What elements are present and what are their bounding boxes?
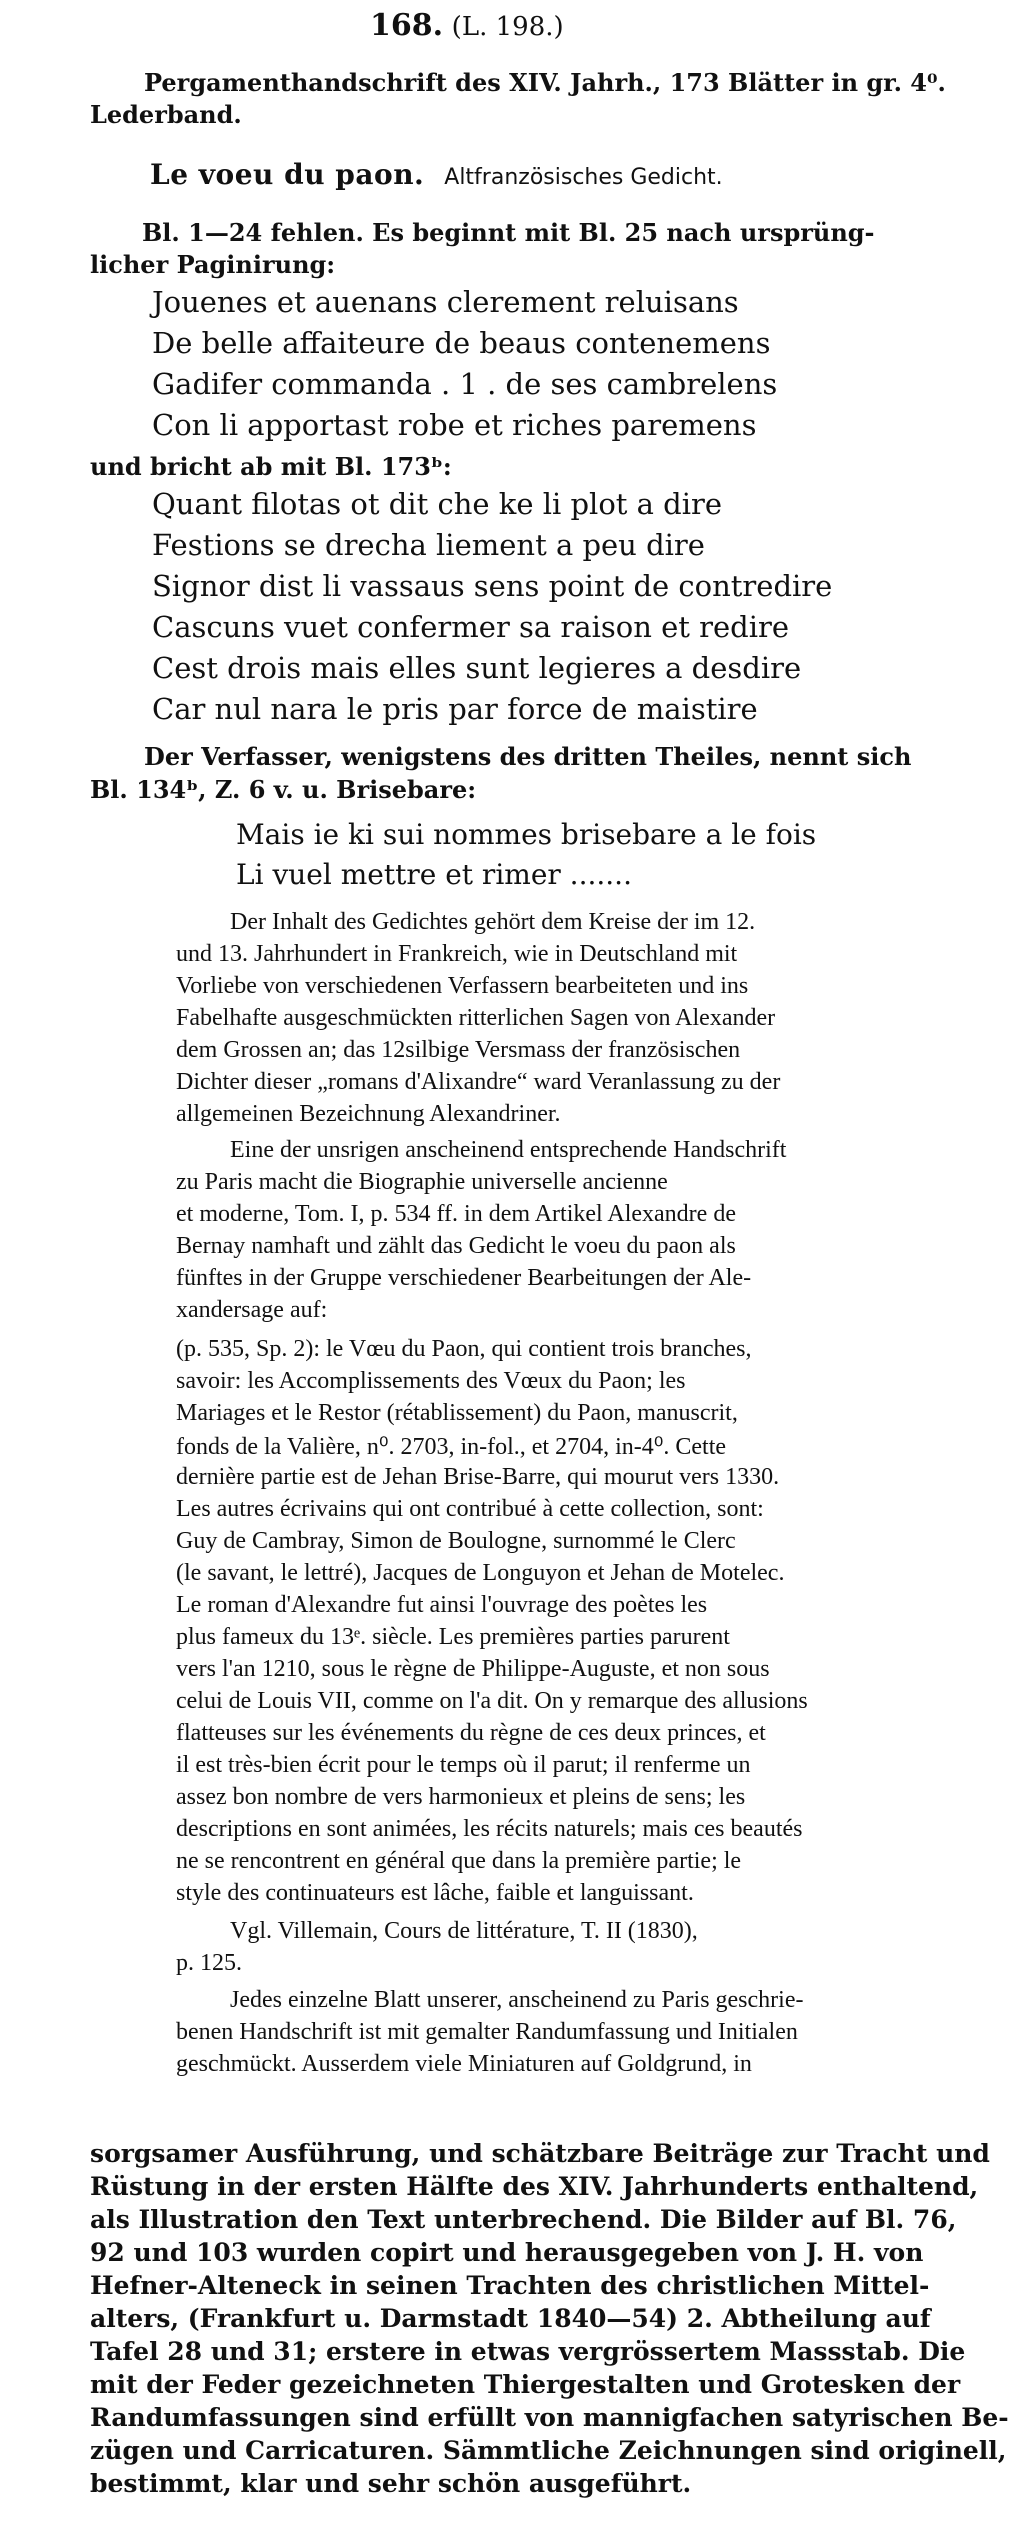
paragraph-line: fünftes in der Gruppe verschiedener Bearbeitungen der Ale- xyxy=(176,1265,752,1291)
quote-line: dernière partie est de Jehan Brise-Barre, qui mourut vers 1330. xyxy=(176,1464,780,1490)
quote-line: Les autres écrivains qui ont contribué à cette collection, sont: xyxy=(176,1496,764,1522)
paragraph-line: xandersage auf: xyxy=(176,1297,328,1323)
quote-line: ne se rencontrent en général que dans la première partie; le xyxy=(176,1848,742,1874)
paragraph-line: zu Paris macht die Biographie universelle ancienne xyxy=(176,1169,668,1195)
entry-reference: (L. 198.) xyxy=(451,12,564,42)
entry-header xyxy=(370,8,564,43)
reference-line: p. 125. xyxy=(176,1950,242,1976)
verse-line: Gadifer commanda . 1 . de ses cambrelens xyxy=(152,367,778,401)
quote-line: fonds de la Valière, n⁰. 2703, in-fol., et 2704, in-4⁰. Cette xyxy=(176,1434,727,1460)
verse-line: Festions se drecha liement a peu dire xyxy=(152,528,705,562)
verse-line: Cest drois mais elles sunt legieres a desdire xyxy=(152,651,802,685)
verse-line: De belle affaiteure de beaus contenemens xyxy=(152,326,771,360)
paragraph-line: 92 und 103 wurden copirt und herausgegeben von J. H. von xyxy=(90,2238,924,2267)
paragraph-line: Bernay namhaft und zählt das Gedicht le voeu du paon als xyxy=(176,1233,736,1259)
quote-line: savoir: les Accomplissements des Vœux du Paon; les xyxy=(176,1368,686,1394)
verse-line: Quant filotas ot dit che ke li plot a dire xyxy=(152,487,723,521)
paragraph-line: zügen und Carricaturen. Sämmtliche Zeichnungen sind originell, xyxy=(90,2436,1007,2465)
paragraph-line: Der Inhalt des Gedichtes gehört dem Kreise der im 12. xyxy=(230,909,756,935)
verse-line: Jouenes et auenans clerement reluisans xyxy=(152,285,739,319)
quote-line: il est très-bien écrit pour le temps où il parut; il renferme un xyxy=(176,1752,751,1778)
end-note: und bricht ab mit Bl. 173ᵇ: xyxy=(90,452,452,481)
start-note-line: licher Paginirung: xyxy=(90,250,336,279)
work-title xyxy=(150,158,723,191)
paragraph-line: geschmückt. Ausserdem viele Miniaturen auf Goldgrund, in xyxy=(176,2051,752,2077)
paragraph-line: Eine der unsrigen anscheinend entsprechende Handschrift xyxy=(230,1137,787,1163)
verse-line: Cascuns vuet confermer sa raison et redire xyxy=(152,610,790,644)
quote-line: style des continuateurs est lâche, faible et languissant. xyxy=(176,1880,694,1906)
paragraph-line: Jedes einzelne Blatt unserer, anscheinend zu Paris geschrie- xyxy=(230,1987,804,2013)
author-note-line: Der Verfasser, wenigstens des dritten Theiles, nennt sich xyxy=(144,742,912,771)
verse-line: Signor dist li vassaus sens point de contredire xyxy=(152,569,833,603)
quote-line: celui de Louis VII, comme on l'a dit. On y remarque des allusions xyxy=(176,1688,808,1714)
verse-line: Car nul nara le pris par force de maistire xyxy=(152,692,758,726)
paragraph-line: Vorliebe von verschiedenen Verfassern bearbeiteten und ins xyxy=(176,973,749,999)
paragraph-line: bestimmt, klar und sehr schön ausgeführt. xyxy=(90,2469,692,2498)
title-sub: Altfranzösisches Gedicht. xyxy=(444,165,723,190)
quote-line: (le savant, le lettré), Jacques de Longuyon et Jehan de Motelec. xyxy=(176,1560,785,1586)
paragraph-line: mit der Feder gezeichneten Thiergestalten und Grotesken der xyxy=(90,2370,961,2399)
verse-line: Mais ie ki sui nommes brisebare a le fois xyxy=(236,818,817,851)
reference-line: Vgl. Villemain, Cours de littérature, T. II (1830), xyxy=(230,1918,698,1944)
paragraph-line: Dichter dieser „romans d'Alixandre“ ward Veranlassung zu der xyxy=(176,1069,781,1095)
author-note-line: Bl. 134ᵇ, Z. 6 v. u. Brisebare: xyxy=(90,775,477,804)
quote-line: (p. 535, Sp. 2): le Vœu du Paon, qui contient trois branches, xyxy=(176,1336,752,1362)
quote-line: assez bon nombre de vers harmonieux et pleins de sens; les xyxy=(176,1784,746,1810)
paragraph-line: Hefner-Alteneck in seinen Trachten des christlichen Mittel- xyxy=(90,2271,930,2300)
quote-line: descriptions en sont animées, les récits naturels; mais ces beautés xyxy=(176,1816,803,1842)
title-main: Le voeu du paon. xyxy=(150,158,425,191)
paragraph-line: Tafel 28 und 31; erstere in etwas vergrössertem Massstab. Die xyxy=(90,2337,966,2366)
quote-line: flatteuses sur les événements du règne de ces deux princes, et xyxy=(176,1720,766,1746)
paragraph-line: Rüstung in der ersten Hälfte des XIV. Jahrhunderts enthaltend, xyxy=(90,2172,979,2201)
start-note-line: Bl. 1—24 fehlen. Es beginnt mit Bl. 25 nach ursprüng- xyxy=(142,218,875,247)
paragraph-line: Randumfassungen sind erfüllt von mannigfachen satyrischen Be- xyxy=(90,2403,1009,2432)
paragraph-line: allgemeinen Bezeichnung Alexandriner. xyxy=(176,1101,561,1127)
description-line: Lederband. xyxy=(90,100,242,129)
paragraph-line: dem Grossen an; das 12silbige Versmass der französischen xyxy=(176,1037,741,1063)
quote-line: plus fameux du 13ᵉ. siècle. Les premières parties parurent xyxy=(176,1624,730,1650)
description-line: Pergamenthandschrift des XIV. Jahrh., 173 Blätter in gr. 4⁰. xyxy=(144,68,946,97)
quote-line: Mariages et le Restor (rétablissement) du Paon, manuscrit, xyxy=(176,1400,738,1426)
paragraph-line: benen Handschrift ist mit gemalter Randumfassung und Initialen xyxy=(176,2019,798,2045)
quote-line: vers l'an 1210, sous le règne de Philippe-Auguste, et non sous xyxy=(176,1656,770,1682)
paragraph-line: Fabelhafte ausgeschmückten ritterlichen Sagen von Alexander xyxy=(176,1005,776,1031)
quote-line: Le roman d'Alexandre fut ainsi l'ouvrage des poètes les xyxy=(176,1592,708,1618)
quote-line: Guy de Cambray, Simon de Boulogne, surnommé le Clerc xyxy=(176,1528,736,1554)
paragraph-line: sorgsamer Ausführung, und schätzbare Beiträge zur Tracht und xyxy=(90,2139,990,2168)
paragraph-line: alters, (Frankfurt u. Darmstadt 1840—54) 2. Abtheilung auf xyxy=(90,2304,931,2333)
paragraph-line: und 13. Jahrhundert in Frankreich, wie in Deutschland mit xyxy=(176,941,738,967)
entry-number: 168. xyxy=(370,8,444,43)
paragraph-line: et moderne, Tom. I, p. 534 ff. in dem Artikel Alexandre de xyxy=(176,1201,736,1227)
verse-line: Li vuel mettre et rimer ....... xyxy=(236,858,632,891)
paragraph-line: als Illustration den Text unterbrechend. Die Bilder auf Bl. 76, xyxy=(90,2205,957,2234)
verse-line: Con li apportast robe et riches paremens xyxy=(152,408,757,442)
